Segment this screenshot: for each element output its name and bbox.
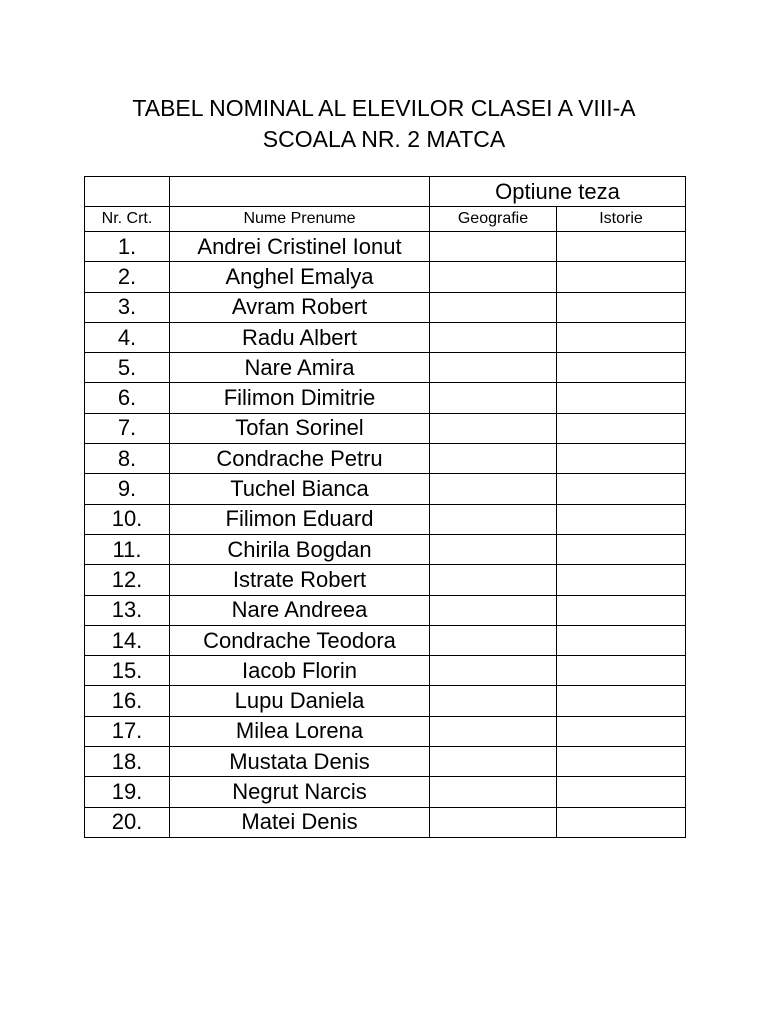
student-name-cell: Negrut Narcis xyxy=(170,777,430,807)
student-name-cell: Nare Amira xyxy=(170,353,430,383)
student-name-cell: Condrache Teodora xyxy=(170,625,430,655)
geography-option-cell xyxy=(430,504,557,534)
student-name-cell: Nare Andreea xyxy=(170,595,430,625)
history-option-cell xyxy=(557,686,686,716)
geography-option-cell xyxy=(430,262,557,292)
history-option-cell xyxy=(557,232,686,262)
student-name-cell: Condrache Petru xyxy=(170,444,430,474)
geography-option-cell xyxy=(430,353,557,383)
geography-option-cell xyxy=(430,474,557,504)
geography-option-cell xyxy=(430,383,557,413)
geography-option-cell xyxy=(430,565,557,595)
history-option-cell xyxy=(557,444,686,474)
column-header-row xyxy=(85,207,686,232)
history-option-cell xyxy=(557,474,686,504)
row-number-cell: 18. xyxy=(85,747,170,777)
geography-option-cell xyxy=(430,625,557,655)
row-number-cell: 6. xyxy=(85,383,170,413)
student-name-cell: Avram Robert xyxy=(170,292,430,322)
student-name-cell: Milea Lorena xyxy=(170,716,430,746)
row-number-cell: 10. xyxy=(85,504,170,534)
column-header-name: Nume Prenume xyxy=(170,207,430,232)
row-number-cell: 17. xyxy=(85,716,170,746)
row-number-cell: 19. xyxy=(85,777,170,807)
title-line-2: SCOALA NR. 2 MATCA xyxy=(262,126,506,152)
document-title xyxy=(0,93,768,155)
table-row xyxy=(85,777,686,807)
table-row xyxy=(85,383,686,413)
row-number-cell: 2. xyxy=(85,262,170,292)
student-name-cell: Anghel Emalya xyxy=(170,262,430,292)
optiune-teza-header: Optiune teza xyxy=(430,177,686,207)
history-option-cell xyxy=(557,292,686,322)
geography-option-cell xyxy=(430,686,557,716)
table-row xyxy=(85,716,686,746)
geography-option-cell xyxy=(430,747,557,777)
geography-option-cell xyxy=(430,534,557,564)
history-option-cell xyxy=(557,656,686,686)
geography-option-cell xyxy=(430,656,557,686)
table-row xyxy=(85,474,686,504)
geography-option-cell xyxy=(430,777,557,807)
row-number-cell: 15. xyxy=(85,656,170,686)
row-number-cell: 1. xyxy=(85,232,170,262)
row-number-cell: 14. xyxy=(85,625,170,655)
student-name-cell: Filimon Dimitrie xyxy=(170,383,430,413)
table-row xyxy=(85,353,686,383)
history-option-cell xyxy=(557,595,686,625)
row-number-cell: 20. xyxy=(85,807,170,837)
title-line-1: TABEL NOMINAL AL ELEVILOR CLASEI A VIII-A xyxy=(132,95,636,121)
group-header-row xyxy=(85,177,686,207)
geography-option-cell xyxy=(430,595,557,625)
table-row xyxy=(85,595,686,625)
table-row xyxy=(85,656,686,686)
row-number-cell: 12. xyxy=(85,565,170,595)
table-row xyxy=(85,625,686,655)
table-row xyxy=(85,686,686,716)
history-option-cell xyxy=(557,504,686,534)
student-name-cell: Istrate Robert xyxy=(170,565,430,595)
history-option-cell xyxy=(557,322,686,352)
history-option-cell xyxy=(557,534,686,564)
history-option-cell xyxy=(557,716,686,746)
table-row xyxy=(85,747,686,777)
history-option-cell xyxy=(557,383,686,413)
column-header-nr: Nr. Crt. xyxy=(85,207,170,232)
student-name-cell: Iacob Florin xyxy=(170,656,430,686)
table-row xyxy=(85,232,686,262)
history-option-cell xyxy=(557,747,686,777)
row-number-cell: 7. xyxy=(85,413,170,443)
table-row xyxy=(85,322,686,352)
row-number-cell: 8. xyxy=(85,444,170,474)
student-name-cell: Filimon Eduard xyxy=(170,504,430,534)
table-row xyxy=(85,444,686,474)
history-option-cell xyxy=(557,413,686,443)
row-number-cell: 3. xyxy=(85,292,170,322)
history-option-cell xyxy=(557,807,686,837)
history-option-cell xyxy=(557,625,686,655)
table-row xyxy=(85,534,686,564)
student-name-cell: Tuchel Bianca xyxy=(170,474,430,504)
geography-option-cell xyxy=(430,232,557,262)
column-header-geography: Geografie xyxy=(430,207,557,232)
history-option-cell xyxy=(557,262,686,292)
student-name-cell: Lupu Daniela xyxy=(170,686,430,716)
geography-option-cell xyxy=(430,322,557,352)
row-number-cell: 4. xyxy=(85,322,170,352)
student-name-cell: Radu Albert xyxy=(170,322,430,352)
table-row xyxy=(85,565,686,595)
column-header-history: Istorie xyxy=(557,207,686,232)
empty-header-cell-name xyxy=(170,177,430,207)
student-roster-table xyxy=(84,176,686,838)
student-name-cell: Chirila Bogdan xyxy=(170,534,430,564)
row-number-cell: 5. xyxy=(85,353,170,383)
student-name-cell: Matei Denis xyxy=(170,807,430,837)
geography-option-cell xyxy=(430,413,557,443)
student-name-cell: Mustata Denis xyxy=(170,747,430,777)
row-number-cell: 9. xyxy=(85,474,170,504)
row-number-cell: 13. xyxy=(85,595,170,625)
table-row xyxy=(85,262,686,292)
history-option-cell xyxy=(557,353,686,383)
geography-option-cell xyxy=(430,807,557,837)
history-option-cell xyxy=(557,565,686,595)
geography-option-cell xyxy=(430,716,557,746)
table-row xyxy=(85,413,686,443)
row-number-cell: 11. xyxy=(85,534,170,564)
row-number-cell: 16. xyxy=(85,686,170,716)
table-row xyxy=(85,292,686,322)
student-name-cell: Tofan Sorinel xyxy=(170,413,430,443)
empty-header-cell-nr xyxy=(85,177,170,207)
student-name-cell: Andrei Cristinel Ionut xyxy=(170,232,430,262)
table-row xyxy=(85,807,686,837)
geography-option-cell xyxy=(430,292,557,322)
history-option-cell xyxy=(557,777,686,807)
table-row xyxy=(85,504,686,534)
geography-option-cell xyxy=(430,444,557,474)
